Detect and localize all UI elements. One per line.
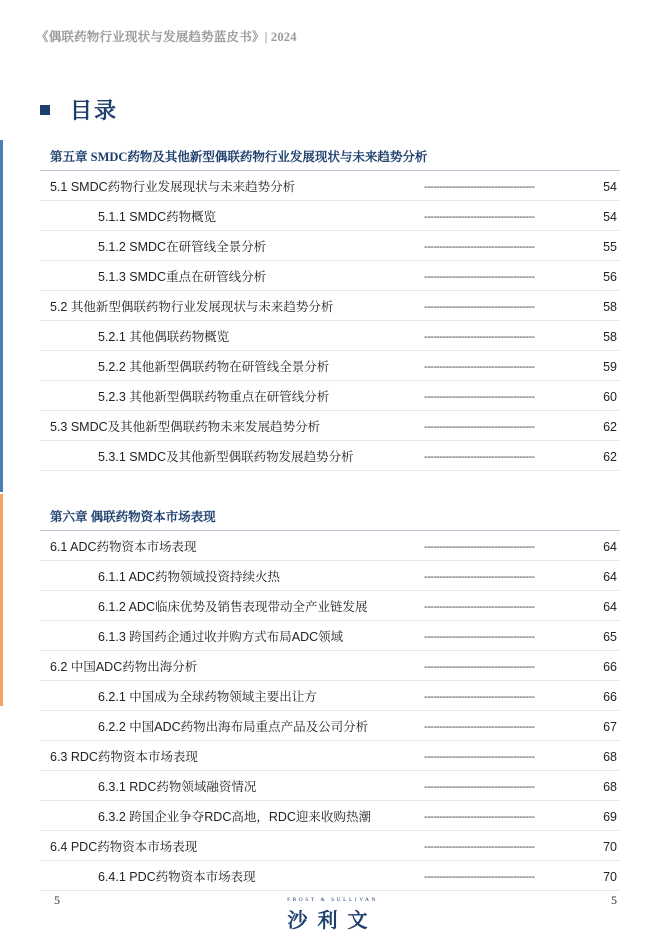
toc-page-number: 62	[603, 450, 617, 464]
row-divider	[40, 770, 620, 771]
toc-page-number: 67	[603, 720, 617, 734]
toc-leader-dots: ------------------------------------	[424, 331, 535, 343]
toc-subsection[interactable]	[0, 207, 665, 227]
toc-entry-label: 6.1 ADC药物资本市场表现	[50, 540, 197, 554]
toc-leader-dots: ------------------------------------	[424, 661, 535, 673]
toc-page-number: 59	[603, 360, 617, 374]
row-divider	[40, 890, 620, 891]
toc-page-number: 66	[603, 660, 617, 674]
toc-entry-label: 6.3.2 跨国企业争夺RDC高地，RDC迎来收购热潮	[98, 810, 371, 824]
toc-leader-dots: ------------------------------------	[424, 781, 535, 793]
logo-english: FROST & SULLIVAN	[287, 897, 378, 903]
toc-page-number: 64	[603, 570, 617, 584]
row-divider	[40, 290, 620, 291]
toc-subsection[interactable]	[0, 327, 665, 347]
toc-subsection[interactable]	[0, 687, 665, 707]
toc-entry-label: 5.3.1 SMDC及其他新型偶联药物发展趋势分析	[98, 450, 354, 464]
toc-subsection[interactable]	[0, 267, 665, 287]
toc-leader-dots: ------------------------------------	[424, 841, 535, 853]
toc-page-number: 54	[603, 210, 617, 224]
row-divider	[40, 260, 620, 261]
toc-entry-label: 5.3 SMDC及其他新型偶联药物未来发展趋势分析	[50, 420, 321, 434]
toc-subsection[interactable]	[0, 237, 665, 257]
row-divider	[40, 590, 620, 591]
toc-page-number: 64	[603, 540, 617, 554]
logo-chinese: 沙利文	[287, 910, 378, 932]
toc-entry-label: 5.2.3 其他新型偶联药物重点在研管线分析	[98, 390, 330, 404]
toc-subsection[interactable]	[0, 717, 665, 737]
toc-entry-label: 6.1.1 ADC药物领域投资持续火热	[98, 570, 280, 584]
row-divider	[40, 350, 620, 351]
frost-sullivan-logo	[0, 897, 665, 933]
toc-entry-label: 5.1.3 SMDC重点在研管线分析	[98, 270, 267, 284]
page-number-right: 5	[611, 893, 617, 907]
toc-entry-label: 5.2.1 其他偶联药物概览	[98, 330, 230, 344]
toc-chapter[interactable]	[0, 147, 665, 167]
toc-page-number: 65	[603, 630, 617, 644]
toc-page-number: 62	[603, 420, 617, 434]
row-divider	[40, 230, 620, 231]
toc-section[interactable]	[0, 177, 665, 197]
toc-page-number: 60	[603, 390, 617, 404]
toc-entry-label: 6.2 中国ADC药物出海分析	[50, 660, 198, 674]
row-divider	[40, 200, 620, 201]
toc-leader-dots: ------------------------------------	[424, 811, 535, 823]
toc-leader-dots: ------------------------------------	[424, 241, 535, 253]
row-divider	[40, 860, 620, 861]
row-divider	[40, 680, 620, 681]
toc-leader-dots: ------------------------------------	[424, 361, 535, 373]
toc-leader-dots: ------------------------------------	[424, 391, 535, 403]
toc-heading	[40, 94, 118, 125]
row-divider	[40, 560, 620, 561]
toc-page-number: 68	[603, 780, 617, 794]
toc-leader-dots: ------------------------------------	[424, 751, 535, 763]
row-divider	[40, 650, 620, 651]
toc-subsection[interactable]	[0, 807, 665, 827]
toc-entry-label: 6.1.2 ADC临床优势及销售表现带动全产业链发展	[98, 600, 368, 614]
toc-page-number: 54	[603, 180, 617, 194]
toc-page-number: 70	[603, 870, 617, 884]
toc-entry-label: 第五章 SMDC药物及其他新型偶联药物行业发展现状与未来趋势分析	[50, 150, 428, 164]
row-divider	[40, 470, 620, 471]
toc-subsection[interactable]	[0, 777, 665, 797]
toc-page-number: 68	[603, 750, 617, 764]
chapter-divider	[40, 530, 620, 531]
toc-entry-label: 6.4.1 PDC药物资本市场表现	[98, 870, 256, 884]
toc-leader-dots: ------------------------------------	[424, 211, 535, 223]
toc-entry-label: 5.1.1 SMDC药物概览	[98, 210, 217, 224]
toc-leader-dots: ------------------------------------	[424, 571, 535, 583]
toc-leader-dots: ------------------------------------	[424, 451, 535, 463]
toc-leader-dots: ------------------------------------	[424, 601, 535, 613]
row-divider	[40, 740, 620, 741]
toc-entry-label: 6.3.1 RDC药物领域融资情况	[98, 780, 257, 794]
toc-leader-dots: ------------------------------------	[424, 271, 535, 283]
toc-entry-label: 5.2.2 其他新型偶联药物在研管线全景分析	[98, 360, 330, 374]
toc-page-number: 64	[603, 600, 617, 614]
toc-subsection[interactable]	[0, 387, 665, 407]
row-divider	[40, 380, 620, 381]
row-divider	[40, 320, 620, 321]
toc-page-number: 55	[603, 240, 617, 254]
toc-section[interactable]	[0, 657, 665, 677]
toc-chapter[interactable]	[0, 507, 665, 527]
toc-page-number: 56	[603, 270, 617, 284]
toc-entry-label: 第六章 偶联药物资本市场表现	[50, 510, 216, 524]
toc-section[interactable]	[0, 297, 665, 317]
row-divider	[40, 830, 620, 831]
toc-entry-label: 5.1 SMDC药物行业发展现状与未来趋势分析	[50, 180, 296, 194]
toc-entry-label: 6.1.3 跨国药企通过收并购方式布局ADC领域	[98, 630, 344, 644]
toc-subsection[interactable]	[0, 597, 665, 617]
toc-subsection[interactable]	[0, 567, 665, 587]
chapter-divider	[40, 170, 620, 171]
toc-leader-dots: ------------------------------------	[424, 691, 535, 703]
toc-title: 目录	[70, 98, 119, 123]
toc-entry-label: 6.4 PDC药物资本市场表现	[50, 840, 198, 854]
row-divider	[40, 410, 620, 411]
row-divider	[40, 620, 620, 621]
row-divider	[40, 710, 620, 711]
toc-leader-dots: ------------------------------------	[424, 421, 535, 433]
toc-leader-dots: ------------------------------------	[424, 541, 535, 553]
toc-section[interactable]	[0, 537, 665, 557]
toc-entry-label: 5.2 其他新型偶联药物行业发展现状与未来趋势分析	[50, 300, 334, 314]
row-divider	[40, 440, 620, 441]
toc-section[interactable]	[0, 747, 665, 767]
heading-square-icon	[40, 105, 50, 115]
toc-page-number: 58	[603, 330, 617, 344]
toc-leader-dots: ------------------------------------	[424, 721, 535, 733]
toc-leader-dots: ------------------------------------	[424, 301, 535, 313]
page-number-left: 5	[54, 893, 60, 907]
toc-subsection[interactable]	[0, 627, 665, 647]
row-divider	[40, 800, 620, 801]
toc-subsection[interactable]	[0, 357, 665, 377]
toc-page-number: 66	[603, 690, 617, 704]
report-header: 《偶联药物行业现状与发展趋势蓝皮书》| 2024	[36, 30, 297, 44]
toc-entry-label: 6.3 RDC药物资本市场表现	[50, 750, 198, 764]
toc-entry-label: 6.2.2 中国ADC药物出海布局重点产品及公司分析	[98, 720, 369, 734]
toc-subsection[interactable]	[0, 447, 665, 467]
toc-entry-label: 6.2.1 中国成为全球药物领域主要出让方	[98, 690, 317, 704]
toc-page-number: 70	[603, 840, 617, 854]
toc-leader-dots: ------------------------------------	[424, 181, 535, 193]
toc-leader-dots: ------------------------------------	[424, 871, 535, 883]
toc-subsection[interactable]	[0, 867, 665, 887]
toc-page-number: 58	[603, 300, 617, 314]
toc-section[interactable]	[0, 837, 665, 857]
toc-leader-dots: ------------------------------------	[424, 631, 535, 643]
toc-section[interactable]	[0, 417, 665, 437]
toc-entry-label: 5.1.2 SMDC在研管线全景分析	[98, 240, 267, 254]
toc-page-number: 69	[603, 810, 617, 824]
